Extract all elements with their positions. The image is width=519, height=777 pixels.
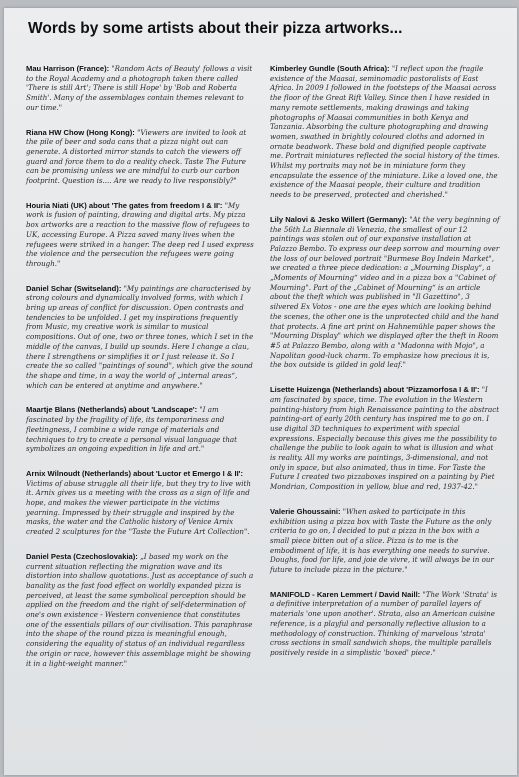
poster-sheet: [4, 8, 517, 775]
artist-name: Lily Nalovi & Jesko Willert (Germany):: [270, 214, 408, 224]
artist-statement: "I reflect upon the fragile existence of the Maasai, seminomadic pastoralists of East Africa. In 2009 I followed in the footsteps of the Maasai across the floor of the Great Rift Valley. Since then I have resided in many remote settlements, making drawings and taking photographs of Maasai communities in both Kenya and Tanzania. Absorbing the culture photographing and drawing women, swathed in brightly coloured cloths and adorned in ornate beadwork. These bold and dignified people captivate me. Portrait miniatures reflected the social history of the times. Whilst my portraits may not be in miniature form they encapsulate the essence of the miniature. Like a loved one, the existence of the Maasai people, their culture and tradition needs to be preserved, protected and cherished.": [270, 64, 500, 200]
artist-name: Daniel Schar (Switseland):: [26, 283, 122, 293]
artist-entry: [26, 128, 254, 186]
artist-entry: [270, 507, 500, 575]
artist-entry: [26, 552, 254, 668]
artist-name: Maartje Blans (Netherlands) about 'Landscape':: [26, 405, 198, 415]
artist-entry: [270, 215, 500, 370]
artist-name: Houria Niati (UK) about 'The gates from freedom I & II':: [26, 200, 223, 210]
artist-statement: "My work is fusion of painting, drawing and digital arts. My pizza box artworks are a reaction to the massive flow of refugees to UK, accessing Europe. A Pizza saved many lives when the refugees were striked in a hanger. The deep red I used express the violence and the persecution the refugees were going through.": [26, 200, 254, 268]
artist-name: MANIFOLD - Karen Lemmert / David Naill:: [270, 589, 421, 599]
artist-entry: [270, 64, 500, 200]
artist-statement: "I am fascinated by the fragility of life, its temporariness and fleetingness, I combine a wide range of materials and techniques to try to create a personal visual language that symbolizes an ongoing expedition in life and art.": [26, 405, 237, 454]
artist-entry: [270, 590, 500, 658]
artist-entry: [26, 469, 254, 537]
right-column: [270, 64, 500, 673]
artist-statement: „I based my work on the current situation reflecting the migration wave and its distortion into shallow quotations. Just as acceptance of such a banality as the fast food effect on worldly expanded pizza is perceived, at least the same symbolical perception should be applied on the freedom and the right of self-determination of one's own existence - Western convenience that constitutes one of the essentials pillars of our civilisation. This paraphrase into the shape of the round pizza is meaningful enough, considering the equality of status of an individual regardless the origin or race, however this assemblage might be showing it in a light-weight manner.": [26, 551, 254, 668]
page-title: Words by some artists about their pizza artworks...: [28, 20, 403, 37]
artist-statement: "At the very beginning of the 56th La Biennale di Venezia, the smallest of our 12 paintings was stolen out of our expansive installation at Palazzo Bembo. To express our deep sorrow and mourning over the loss of our beloved portrait "Burmese Boy Indein Market", we created a three piece dedication: a „Mourning Display“, a „Moments of Mourning“ video and in a pizza box a "Cabinet of Mourning". Part of the „Cabinet of Mourning“ is an article about the theft which was published in "Il Gazettino", 3 silvered Ex Votos - one are the eyes which are looking behind the scenes, the other one is the unprotected child and the hand that protects. A fine art print on Hahnemühle paper shows the "Mourning Display" which we displayed after the theft in Room #5 at Palazzo Bembo, along with a "Madonna with Mojo", a Napolitan good-luck charm. To emphasize how precious it is, the box outside is gilded in gold leaf.": [270, 214, 500, 370]
artist-statement: "My paintings are characterised by strong colours and dynamically involved forms, with which I bring up areas of conflict for discussion. Open contrasts and tendencies to be unfolded. I get my inspirations frequently from Music, my creative work is similar to musical compositions. Out of one, two or three tones, which I set in the middle of the canvas, I build up sounds. Here I change a clau, there I strengthens or simplifies it or I just release it. So I create the so called "paintings of sound", which give the sound the shape and time, in a way the world of „internal areas“, which can be entered at anytime and anywhere.": [26, 283, 254, 390]
artist-statement: "Viewers are invited to look at the pile of beer and soda cans that a pizza night out can generate. A distorted mirror stands to catch the viewers off guard and force them to do a reality check. Taste The Future can be promising unless we are mindful to curb our carbon footprint. Question is.... Are we ready to live responsibly?": [26, 127, 247, 186]
artist-statement: "When asked to participate in this exhibition using a pizza box with Taste the Future as the only criteria to go on, I decided to put a pizza in the box with a small piece bitten out of a slice. Pizza is to me is the embodiment of life, it is has everything one needs to survive. Doughs, food for life, and joie de vivre, it will always be in our future to include pizza in the picture.": [270, 506, 494, 575]
artist-statement: Victims of abuse struggle all their life, but they try to live with it. Arnix gives us a meeting with the cross as a sign of life and hope, and makes the viewer participate in the victims yearning. Impressed by their struggle and inspired by the masks, the water and the Catholic history of Venice Arnix created 2 sculptures for the "Taste the Future Art Collection".: [26, 478, 251, 537]
left-column: [26, 64, 254, 683]
artist-name: Daniel Pesta (Czechoslovakia):: [26, 551, 138, 561]
artist-statement: "The Work 'Strata' is a definitive interpretation of a number of parallel layers of materials 'one upon another'. Strata, also an American cuisine reference, is a playful and personally reflective allusion to a methodology of construction. Thinking of marvelous 'strata' cross sections in small sandwich shops, the multiple parallels positively reside in a simplistic 'boxed' piece.": [270, 589, 497, 657]
artist-entry: [26, 201, 254, 269]
artist-entry: [26, 405, 254, 454]
artist-entry: [26, 284, 254, 391]
artist-entry: [26, 64, 254, 113]
artist-name: Kimberley Gundle (South Africa):: [270, 64, 390, 73]
artist-statement: "I am fascinated by space, time. The evolution in the Western painting-history from high Renaissance painting to the abstract painting-art of early 20th century has inspired me to go on. I use digital 3D techniques to experiment with special expressions. Especially because this gives me the possibility to challenge the public to look again to what is illusion and what is reality. All my works are paintings, 3-dimensional, and not only in space, but also animated, thus in time. For Taste the Future I created two pizzaboxes inspired on a painting by Piet Mondrian, Composition in yellow, blue and red, 1937-42.": [270, 385, 500, 492]
artist-name: Mau Harrison (France):: [26, 64, 110, 73]
artist-name: Valerie Ghoussaini:: [270, 506, 341, 516]
artist-name: Riana HW Chow (Hong Kong):: [26, 127, 135, 137]
artist-entry: [270, 385, 500, 492]
artist-name: Lisette Huizenga (Netherlands) about 'Pizzamorfosa I & II':: [270, 385, 480, 395]
artist-statement: "Random Acts of Beauty' follows a visit to the Royal Academy and a photograph taken there called 'There is still Art'; There is still Hope' by 'Bob and Roberta Smith'. Many of the assemblages contain themes relevant to our time.": [26, 64, 253, 112]
artist-name: Arnix Wilnoudt (Netherlands) about 'Luctor et Emergo I & II':: [26, 468, 244, 478]
